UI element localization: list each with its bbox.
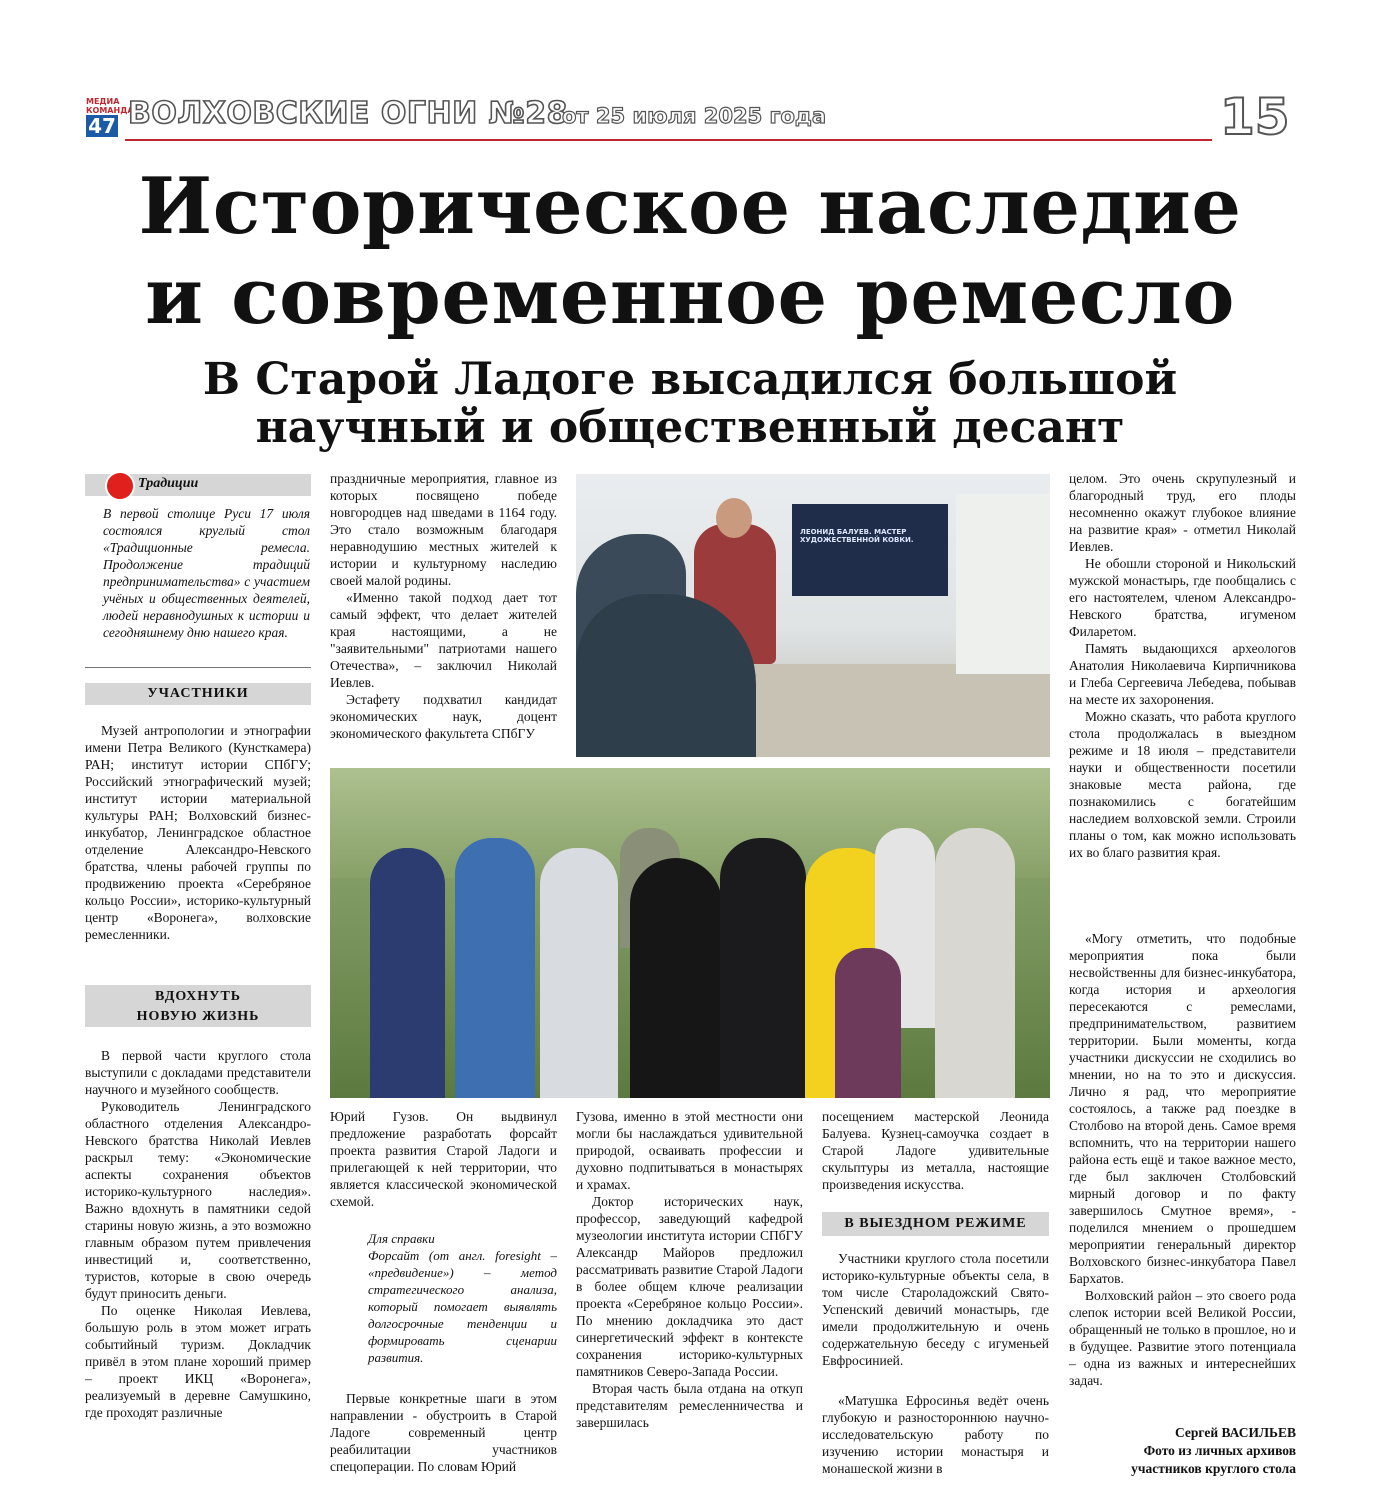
paragraph: Гузова, именно в этой местности они могли бы наслаждаться удивительной природой, осваивать профессии и духовно подпитываться в монастырях и храмах. — [576, 1109, 803, 1192]
lead-paragraph: В первой столице Руси 17 июля состоялся круглый стол «Традиционные ремесла. Продолжение традиций предпринимательства» с участием учёных и общественных деятелей, людей неравнодушных к истории и сегодняшнему дню нашего края. — [103, 506, 310, 640]
paragraph: Участники круглого стола посетили историко-культурные объекты села, в том числе Староладожский Свято-Успенский девичий монастырь, где имели продолжительную и очень содержательную беседу с игуменьей Евфросинией. — [822, 1251, 1049, 1368]
paragraph: Волховский район – это своего рода слепок истории всей Великой России, обращенный не только в прошлое, но и в будущее. Развитие этого потенциала – одна из важных и интереснейших задач. — [1069, 1288, 1296, 1388]
media-logo — [86, 97, 134, 138]
subheadline-line-2: научный и общественный десант — [255, 402, 1125, 453]
column-4-text — [822, 1108, 1049, 1193]
headline-line-1: Историческое наследие — [138, 161, 1242, 252]
screen-text: ЛЕОНИД БАЛУЕВ. МАСТЕР ХУДОЖЕСТВЕННОЙ КОВКИ. — [800, 528, 914, 544]
section-header-onsite: В ВЫЕЗДНОМ РЕЖИМЕ — [822, 1212, 1049, 1236]
logo-number: 47 — [86, 115, 118, 137]
divider — [85, 667, 311, 668]
section-header-inspire — [85, 985, 311, 1027]
column-5-quote — [1069, 930, 1296, 1389]
photo-presentation — [576, 474, 1050, 757]
person — [720, 838, 806, 1098]
issue-date: от 25 июля 2025 года — [562, 104, 827, 128]
nun — [630, 858, 722, 1098]
paragraph: Память выдающихся археологов Анатолия Николаевича Кирпичникова и Глеба Сергеевича Лебедева, побывав на месте их захоронения. — [1069, 641, 1296, 707]
headline-line-2: и современное ремесло — [145, 251, 1235, 342]
speaker-head — [716, 498, 752, 538]
window — [956, 494, 1050, 674]
byline — [1069, 1424, 1296, 1478]
paragraph: праздничные мероприятия, главное из которых посвящено победе новгородцев над шведами в 1164 году. Это стало возможным благодаря неравнодушию местных жителей к истории и культурному наследию своей малой родины. — [330, 471, 557, 588]
paragraph: Руководитель Ленинградского областного отделения Александро-Невского братства Николай Иевлев раскрыл тему: «Экономические аспекты сохранения объектов историко-культурного наследия». Важно вдохнуть в памятники седой старины новую жизнь, а это возможно главным образом путем привлечения инвестиций и, соответственно, туристов, которые в свою очередь будут приносить деньги. — [85, 1099, 311, 1301]
column-3-text — [576, 1108, 803, 1431]
participants-text — [85, 722, 311, 943]
person — [455, 838, 535, 1098]
column-4-text-3 — [822, 1392, 1049, 1477]
subheadline-line-1: В Старой Ладоге высадился большой — [202, 354, 1178, 405]
column-2-bottom-text-2 — [330, 1390, 557, 1475]
newspaper-title: ВОЛХОВСКИЕ ОГНИ №28 — [128, 96, 568, 131]
subheadline — [60, 356, 1320, 452]
column-5-text — [1069, 470, 1296, 861]
section-header-line: НОВУЮ ЖИЗНЬ — [136, 1009, 260, 1024]
header-rule — [125, 139, 1212, 141]
paragraph: Юрий Гузов. Он выдвинул предложение разработать форсайт проекта развития Старой Ладоги и прилегающей к ней территории, что является классической экономической схемой. — [330, 1109, 557, 1209]
projector-screen — [792, 504, 948, 596]
column-4-text-2 — [822, 1250, 1049, 1369]
page-number: 15 — [1220, 88, 1290, 146]
paragraph: По оценке Николая Иевлева, большую роль в этом может играть событийный туризм. Докладчик привёл в этом плане хороший пример – проект ИКЦ «Воронега», реализуемый в деревне Самушкино, где проходят различные — [85, 1303, 311, 1420]
paragraph: Музей антропологии и этнографии имени Петра Великого (Кунсткамера) РАН; институт истории СПбГУ; Российский этнографический музей; институт истории материальной культуры РАН; Волховский бизнес-инкубатор, Ленинградское областное отделение Александро-Невского братства, члены рабочей группы по продвижению проекта «Серебряное кольцо России», историко-культурный центр «Воронега», волховские ремесленники. — [85, 723, 311, 942]
section-header-line: ВДОХНУТЬ — [154, 989, 242, 1004]
paragraph: Доктор исторических наук, профессор, заведующий кафедрой музеологии института истории СПбГУ Александр Майоров предложил рассматривать развитие Старой Ладоги в более общем ключе реализации проекта «Серебряное кольцо России». По мнению докладчика это даст синергетический эффект в контексте сохранения историко-культурных памятников Северо-Запада России. — [576, 1194, 803, 1379]
paragraph: «Матушка Ефросинья ведёт очень глубокую и разностороннюю научно-исследовательскую работу по изучению истории монастыря и монашеской жизни в — [822, 1393, 1049, 1476]
column-2-top-text — [330, 470, 557, 742]
rubric-dot-icon — [105, 471, 135, 501]
paragraph: Не обошли стороной и Никольский мужской монастырь, где пообщались с его настоятелем, членом Александро-Невского братства, игуменом Филаретом. — [1069, 556, 1296, 639]
reference-note — [368, 1230, 557, 1366]
child — [835, 948, 901, 1098]
paragraph: Первые конкретные шаги в этом направлении - обустроить в Старой Ладоге современный центр реабилитации участников спецоперации. По словам Юрий — [330, 1391, 557, 1474]
paragraph: целом. Это очень скрупулезный и благородный труд, его плоды несомненно окажут глубокое влияние на развитие края» - отметил Николай Иевлев. — [1069, 471, 1296, 554]
paragraph: «Могу отметить, что подобные мероприятия пока были несвойственны для бизнес-инкубатора, когда история и археология пересекаются с ремеслами, предпринимательством, развитием территории. Были моменты, когда участники дискуссии не сходились во мнении, но на то это и дискуссия. Лично я рад, что мероприятие состоялось, а также рад поездке в Столбово на второй день. Самое время вспомнить, что на территории нашего района есть ещё и такое важное место, где был заключен Столбовский мирный договор и по факту завершилось Смутное время», - поделился мнением о прошедшем мероприятии генеральный директор Волховского бизнес-инкубатора Павел Бархатов. — [1069, 931, 1296, 1286]
paragraph: В первой части круглого стола выступили с докладами представители научного и музейного сообществ. — [85, 1048, 311, 1097]
person — [370, 848, 445, 1098]
photo-credit: участников круглого стола — [1131, 1461, 1296, 1476]
paragraph: Вторая часть была отдана на откуп представителям ремесленничества и завершилась — [576, 1381, 803, 1430]
reference-note-title: Для справки — [368, 1231, 435, 1246]
paragraph: посещением мастерской Леонида Балуева. Кузнец-самоучка создает в Старой Ладоге удивительные скульптуры из металла, настоящие произведения искусства. — [822, 1109, 1049, 1192]
reference-note-text: Форсайт (от англ. foresight – «предвидение») – метод стратегического анализа, который помогает выявлять долгосрочные тенденции и формировать сценарии развития. — [368, 1248, 557, 1365]
logo-caption: МЕДИА КОМАНДА — [86, 97, 134, 115]
author-name: Сергей ВАСИЛЬЕВ — [1175, 1425, 1296, 1440]
person — [935, 828, 1015, 1098]
photo-group — [330, 768, 1050, 1098]
section-header-participants: УЧАСТНИКИ — [85, 683, 311, 705]
rubric-label: Традиции — [138, 476, 199, 491]
column-2-bottom-text — [330, 1108, 557, 1210]
paragraph: Эстафету подхватил кандидат экономических наук, доцент экономического факультета СПбГУ — [330, 692, 557, 741]
person — [540, 848, 618, 1098]
column-1-text — [85, 1047, 311, 1421]
photo-credit: Фото из личных архивов — [1143, 1443, 1296, 1458]
headline — [60, 162, 1320, 342]
paragraph: «Именно такой подход дает тот самый эффект, что делает жителей края настоящими, а не "заявительными" патриотами нашего Отечества», – заключил Николай Иевлев. — [330, 590, 557, 690]
paragraph: Можно сказать, что работа круглого стола продолжалась в выездном режиме и 18 июля – представители науки и общественности посетили знаковые места района, где познакомились с богатейшим наследием волховской земли. Строили планы о том, как можно использовать их во благо развития края. — [1069, 709, 1296, 860]
